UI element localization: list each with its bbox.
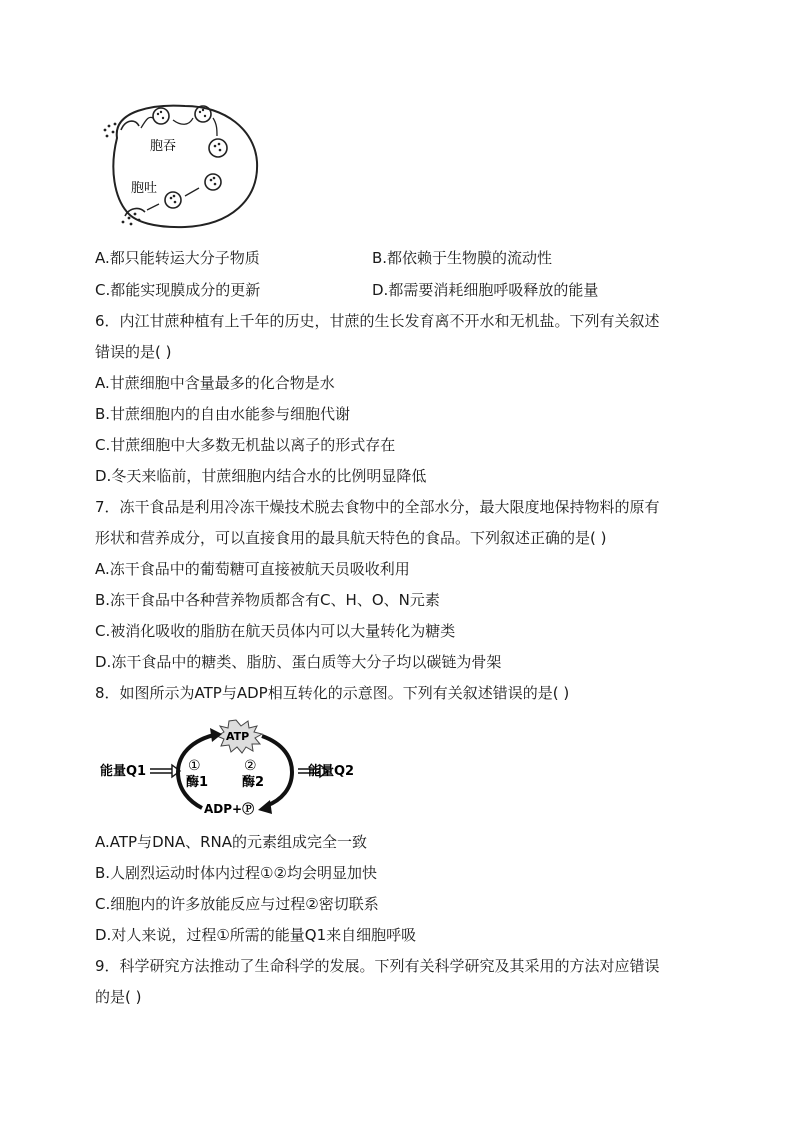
q7-option-c: C.被消化吸收的脂肪在航天员体内可以大量转化为糖类: [95, 622, 456, 640]
q6-option-a: A.甘蔗细胞中含量最多的化合物是水: [95, 374, 335, 392]
q8-option-d: D.对人来说，过程①所需的能量Q1来自细胞呼吸: [95, 926, 417, 944]
enzyme2-label: 酶2: [242, 775, 265, 790]
q5-option-b: B.都依赖于生物膜的流动性: [372, 249, 553, 267]
q8-option-b: B.人剧烈运动时体内过程①②均会明显加快: [95, 864, 377, 882]
enzyme1-label: 酶1: [186, 775, 209, 790]
q9-stem-line1: 9．科学研究方法推动了生命科学的发展。下列有关科学研究及其采用的方法对应错误: [95, 957, 660, 975]
q7-option-d: D.冻干食品中的糖类、脂肪、蛋白质等大分子均以碳链为骨架: [95, 653, 502, 671]
q5-option-d: D.都需要消耗细胞呼吸释放的能量: [372, 281, 599, 299]
energy-q1-label: 能量Q1: [100, 764, 147, 779]
q8-option-c: C.细胞内的许多放能反应与过程②密切联系: [95, 895, 379, 913]
q7-stem-line1: 7．冻干食品是利用冷冻干燥技术脱去食物中的全部水分，最大限度地保持物料的原有: [95, 498, 660, 516]
q6-option-b: B.甘蔗细胞内的自由水能参与细胞代谢: [95, 405, 351, 423]
q9-stem-line2: 的是( ): [95, 988, 142, 1006]
q5-option-c: C.都能实现膜成分的更新: [95, 281, 261, 299]
q6-stem-line2: 错误的是( ): [95, 343, 172, 361]
q6-stem-line1: 6．内江甘蔗种植有上千年的历史，甘蔗的生长发育离不开水和无机盐。下列有关叙述: [95, 312, 660, 330]
q7-option-b: B.冻干食品中各种营养物质都含有C、H、O、N元素: [95, 591, 440, 609]
q8-option-a: A.ATP与DNA、RNA的元素组成完全一致: [95, 833, 368, 851]
q6-option-c: C.甘蔗细胞中大多数无机盐以离子的形式存在: [95, 436, 396, 454]
adp-label: ADP+Ⓟ: [204, 802, 255, 816]
q8-stem: 8．如图所示为ATP与ADP相互转化的示意图。下列有关叙述错误的是( ): [95, 684, 570, 702]
exocytosis-label: 胞吐: [131, 181, 158, 196]
endocytosis-label: 胞吞: [150, 139, 177, 154]
q7-option-a: A.冻干食品中的葡萄糖可直接被航天员吸收利用: [95, 560, 410, 578]
energy-q2-label: 能量Q2: [308, 764, 355, 779]
q5-option-a: A.都只能转运大分子物质: [95, 249, 260, 267]
q6-option-d: D.冬天来临前，甘蔗细胞内结合水的比例明显降低: [95, 467, 427, 485]
atp-label: ATP: [226, 730, 250, 743]
q7-stem-line2: 形状和营养成分，可以直接食用的最具航天特色的食品。下列叙述正确的是( ): [95, 529, 607, 547]
endocytosis-exocytosis-figure: [95, 100, 265, 230]
atp-adp-cycle-figure: [98, 718, 368, 823]
step1-label: ①: [188, 758, 201, 774]
step2-label: ②: [244, 758, 257, 774]
